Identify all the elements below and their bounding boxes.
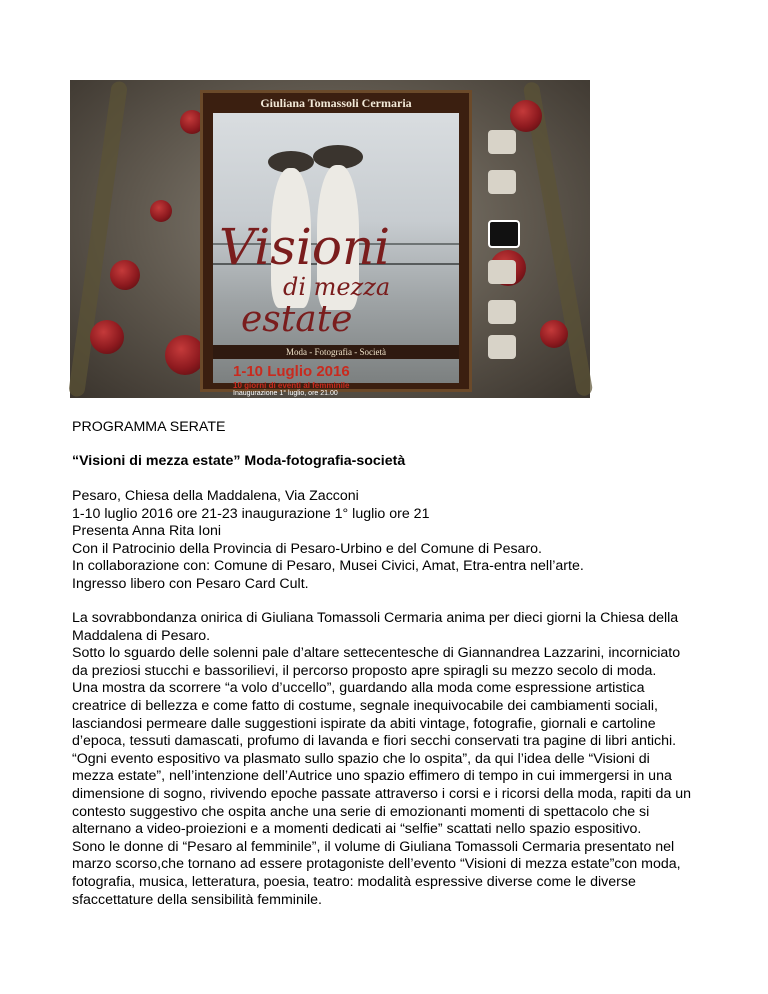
body-line: sfaccettature della sensibilità femminile. bbox=[72, 891, 322, 908]
poster-subtitle: 10 giorni di eventi al femminile bbox=[233, 381, 350, 390]
sponsor-logo bbox=[488, 220, 520, 248]
info-line: Con il Patrocinio della Provincia di Pesaro-Urbino e del Comune di Pesaro. bbox=[72, 540, 543, 557]
body-line: marzo scorso,che tornano ad essere protagoniste dell’evento “Visioni di mezza estate”con moda, bbox=[72, 856, 681, 873]
poster-title: Visioni bbox=[219, 218, 391, 276]
poster-inauguration: Inaugurazione 1° luglio, ore 21.00 bbox=[233, 390, 338, 397]
poster-dates: 1-10 Luglio 2016 bbox=[233, 363, 350, 380]
body-line: La sovrabbondanza onirica di Giuliana Tomassoli Cermaria anima per dieci giorni la Chiesa della bbox=[72, 610, 679, 626]
sponsor-logo bbox=[488, 260, 516, 284]
info-line: 1-10 luglio 2016 ore 21-23 inaugurazione 1° luglio ore 21 bbox=[72, 505, 430, 522]
sponsor-logo bbox=[488, 335, 516, 359]
sponsor-logo bbox=[488, 300, 516, 324]
body-line: lasciandosi permeare dalle suggestioni ispirate da abiti vintage, fotografie, giornali e cartoline bbox=[72, 715, 656, 732]
poster-author: Giuliana Tomassoli Cermaria bbox=[260, 96, 412, 110]
body-line: contesto suggestivo che ospita anche una serie di emozionanti momenti di spettacolo che si bbox=[72, 803, 650, 820]
info-line: Presenta Anna Rita Ioni bbox=[72, 523, 222, 540]
poster-title-line2: di mezza bbox=[283, 273, 391, 301]
document-subtitle: “Visioni di mezza estate” Moda-fotografia-società bbox=[72, 453, 406, 469]
body-line: Una mostra da scorrere “a volo d’uccello”, guardando alla moda come espressione artistica bbox=[72, 680, 645, 697]
body-line: creatrice di bellezza e come fatto di costume, segnale inequivocabile dei cambiamenti sociali, bbox=[72, 697, 658, 714]
body-line: d’epoca, tessuti damascati, profumo di lavanda e fiori secchi conservati tra pagine di libri antichi. bbox=[72, 733, 677, 750]
body-line: Maddalena di Pesaro. bbox=[72, 627, 211, 644]
info-line: Pesaro, Chiesa della Maddalena, Via Zacconi bbox=[72, 488, 359, 504]
info-line: Ingresso libero con Pesaro Card Cult. bbox=[72, 575, 309, 592]
body-line: alternano a video-proiezioni e a momenti dedicati ai “selfie” scattati nello spazio espositivo. bbox=[72, 821, 642, 838]
sponsor-logos bbox=[480, 110, 526, 360]
event-poster-image bbox=[70, 80, 590, 398]
body-line: “Ogni evento espositivo va plasmato sullo spazio che lo ospita”, da qui l’idea delle “Visioni di bbox=[72, 750, 650, 767]
poster-title-line3: estate bbox=[241, 299, 353, 340]
rose-decoration bbox=[110, 260, 140, 290]
body-line: Sotto lo sguardo delle solenni pale d’altare settecentesche di Giannandrea Lazzarini, incorniciato bbox=[72, 645, 681, 662]
poster-frame bbox=[200, 90, 472, 397]
coat-of-arms-logo bbox=[488, 170, 516, 194]
rose-decoration bbox=[165, 335, 205, 375]
coat-of-arms-logo bbox=[488, 130, 516, 154]
rose-decoration bbox=[150, 200, 172, 222]
poster-tagline: Moda - Fotografia - Società bbox=[213, 345, 459, 359]
event-info bbox=[72, 488, 712, 594]
rose-decoration bbox=[90, 320, 124, 354]
body-line: dimensione di sogno, rivivendo epoche passate attraverso i corsi e i ricorsi della moda, rapiti da un bbox=[72, 785, 692, 802]
body-paragraph bbox=[72, 610, 712, 909]
info-line: In collaborazione con: Comune di Pesaro, Musei Civici, Amat, Etra-entra nell’arte. bbox=[72, 558, 584, 575]
body-line: Sono le donne di “Pesaro al femminile”, il volume di Giuliana Tomassoli Cermaria presentato nel bbox=[72, 838, 675, 855]
body-line: fotografia, musica, letteratura, poesia, teatro: modalità espressive diverse come le diverse bbox=[72, 873, 636, 890]
rose-decoration bbox=[540, 320, 568, 348]
body-line: da preziosi stucchi e bassorilievi, il percorso proposto apre spiragli su mezzo secolo di moda. bbox=[72, 662, 657, 679]
poster-photo bbox=[213, 113, 459, 397]
body-line: mezza estate”, nell’intenzione dell’Autrice uno spazio effimero di tempo in cui immergersi in una bbox=[72, 768, 672, 785]
document-heading: PROGRAMMA SERATE bbox=[72, 419, 226, 435]
